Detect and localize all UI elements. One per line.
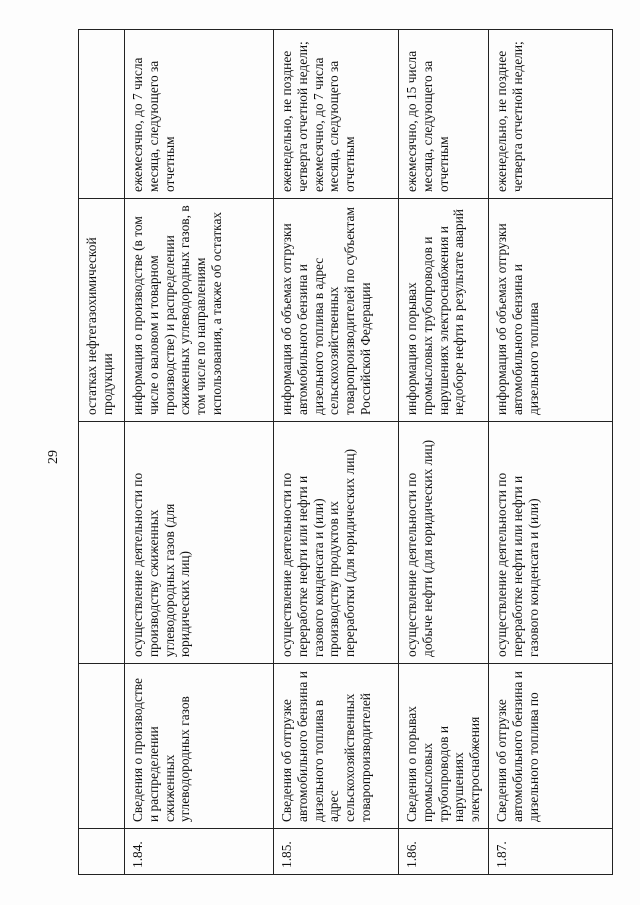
table-row	[488, 30, 612, 875]
row-name: Сведения о порывах промысловых трубопроводов и нарушениях электроснабжения	[399, 664, 489, 829]
row-content: остатках нефтегазохимической продукции	[79, 199, 125, 422]
row-name: Сведения об отгрузке автомобильного бензина и дизельного топлива в адрес сельскохозяйственных товаропроизводителей	[274, 664, 399, 829]
page-number: 29	[46, 450, 61, 464]
row-activity	[79, 422, 125, 664]
row-activity: осуществление деятельности по добыче нефти (для юридических лиц)	[399, 422, 489, 664]
row-activity: осуществление деятельности по переработке нефти или нефти и газового конденсата и (или) производству продуктов их переработки (для юридических лиц)	[274, 422, 399, 664]
row-period: ежемесячно, до 7 числа месяца, следующего за отчетным	[125, 30, 274, 199]
row-number: 1.86.	[399, 829, 489, 875]
requirements-table	[78, 29, 613, 875]
row-number: 1.85.	[274, 829, 399, 875]
row-activity: осуществление деятельности по производству сжиженных углеводородных газов (для юридических лиц)	[125, 422, 274, 664]
row-name: Сведения об отгрузке автомобильного бензина и дизельного топлива по	[488, 664, 612, 829]
table-row	[125, 30, 274, 875]
row-number	[79, 829, 125, 875]
table-row	[399, 30, 489, 875]
row-content: информация об объемах отгрузки автомобильного бензина и дизельного топлива	[488, 199, 612, 422]
row-period: еженедельно, не позднее четверга отчетной недели; ежемесячно, до 7 числа месяца, следующего за отчетным	[274, 30, 399, 199]
row-name	[79, 664, 125, 829]
row-content: информация о порывах промысловых трубопроводов и нарушениях электроснабжения и недоборе нефти в результате аварий	[399, 199, 489, 422]
row-period: ежемесячно, до 15 числа месяца, следующего за отчетным	[399, 30, 489, 199]
row-content: информация о производстве (в том числе о валовом и товарном производстве) и распределении сжиженных углеводородных газов, в том числе по направлениям использования, а также об остатках	[125, 199, 274, 422]
table-row	[79, 30, 125, 875]
row-period: еженедельно, не позднее четверга отчетной недели;	[488, 30, 612, 199]
row-content: информация об объемах отгрузки автомобильного бензина и дизельного топлива в адрес сельскохозяйственных товаропроизводителей по субъектам Российской Федерации	[274, 199, 399, 422]
table-row	[274, 30, 399, 875]
rotated-table-wrapper	[78, 30, 610, 875]
row-name: Сведения о производстве и распределении сжиженных углеводородных газов	[125, 664, 274, 829]
row-period	[79, 30, 125, 199]
row-number: 1.87.	[488, 829, 612, 875]
row-activity: осуществление деятельности по переработке нефти или нефти и газового конденсата и (или)	[488, 422, 612, 664]
row-number: 1.84.	[125, 829, 274, 875]
